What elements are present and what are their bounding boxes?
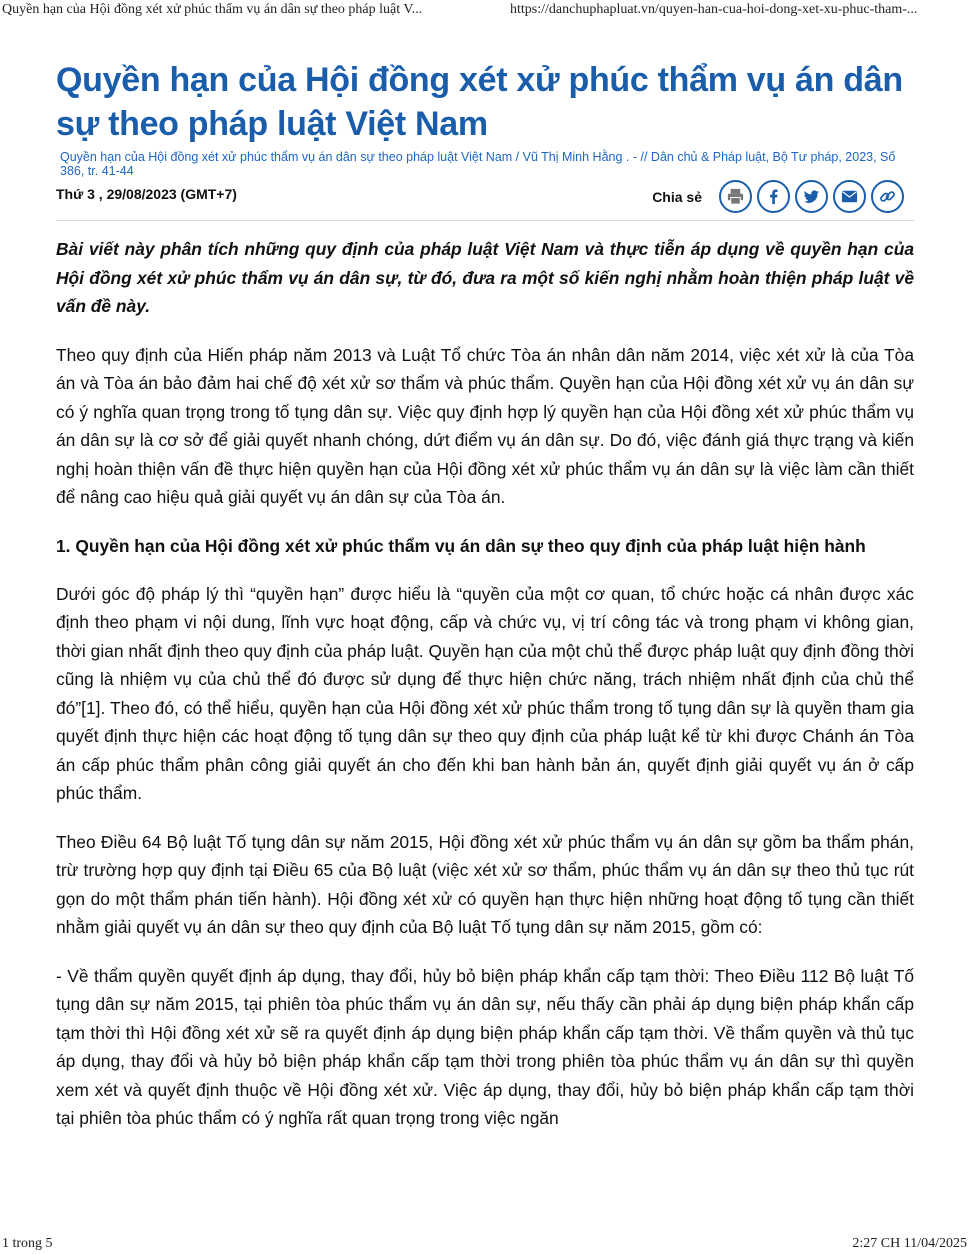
- print-header-url: https://danchuphapluat.vn/quyen-han-cua-hoi-dong-xet-xu-phuc-tham-...: [510, 2, 918, 17]
- facebook-icon: [764, 187, 783, 206]
- twitter-share-button[interactable]: [795, 180, 828, 213]
- link-icon: [878, 187, 897, 206]
- article-title: Quyền hạn của Hội đồng xét xử phúc thẩm vụ án dân sự theo pháp luật Việt Nam: [56, 61, 903, 143]
- paragraph: - Về thẩm quyền quyết định áp dụng, thay đổi, hủy bỏ biện pháp khẩn cấp tạm thời: Theo Điều 112 Bộ luật Tố tụng dân sự năm 2015, tại phiên tòa phúc thẩm vụ án dân sự, nếu thấy cần phải áp dụng biện pháp khẩn cấp tạm thời thì Hội đồng xét xử sẽ ra quyết định áp dụng biện pháp khẩn cấp tạm thời. Về thẩm quyền và thủ tục áp dụng, thay đổi và hủy bỏ biện pháp khẩn cấp tạm thời trong phiên tòa phúc thẩm vụ án dân sự thì quyền xem xét và quyết định thuộc về Hội đồng xét xử. Việc áp dụng, thay đổi, hủy bỏ biện pháp khẩn cấp tạm thời tại phiên tòa phúc thẩm có ý nghĩa rất quan trọng trong việc ngăn: [56, 965, 914, 1128]
- article: [56, 58, 914, 1153]
- print-footer: [0, 1236, 969, 1254]
- share-bar: [652, 180, 904, 213]
- page-counter: 1 trong 5: [2, 1236, 53, 1251]
- paragraph: Theo Điều 64 Bộ luật Tố tụng dân sự năm 2015, Hội đồng xét xử phúc thẩm vụ án dân sự gồm ba thẩm phán, trừ trường hợp quy định tại Điều 65 của Bộ luật (việc xét xử sơ thẩm, phúc thẩm vụ án dân sự theo thủ tục rút gọn do một thẩm phán tiến hành). Hội đồng xét xử có quyền hạn thực hiện những hoạt động tố tụng cần thiết nhằm giải quyết vụ án dân sự theo quy định của Bộ luật Tố tụng dân sự năm 2015, gồm có:: [56, 831, 914, 937]
- print-header-title: Quyền hạn của Hội đồng xét xử phúc thẩm vụ án dân sự theo pháp luật V...: [2, 2, 423, 17]
- facebook-share-button[interactable]: [757, 180, 790, 213]
- print-icon: [726, 187, 745, 206]
- email-share-button[interactable]: [833, 180, 866, 213]
- email-icon: [840, 187, 859, 206]
- print-header: [0, 2, 969, 20]
- article-lead: Bài viết này phân tích những quy định của pháp luật Việt Nam và thực tiễn áp dụng về quyền hạn của Hội đồng xét xử phúc thẩm vụ án dân sự, từ đó, đưa ra một số kiến nghị nhằm hoàn thiện pháp luật về vấn đề này.: [56, 239, 914, 316]
- meta-row: [56, 180, 914, 221]
- share-label: Chia sẻ: [652, 188, 702, 205]
- print-timestamp: 2:27 CH 11/04/2025: [852, 1236, 967, 1251]
- section-heading: 1. Quyền hạn của Hội đồng xét xử phúc thẩm vụ án dân sự theo quy định của pháp luật hiện hành: [56, 535, 866, 556]
- publish-date: Thứ 3 , 29/08/2023 (GMT+7): [56, 186, 237, 202]
- paragraph: Dưới góc độ pháp lý thì “quyền hạn” được hiểu là “quyền của một cơ quan, tổ chức hoặc cá nhân được xác định theo phạm vi nội dung, lĩnh vực hoạt động, cấp và chức vụ, vị trí công tác và trong phạm vi không gian, thời gian nhất định theo quy định của pháp luật. Quyền hạn của một chủ thể được pháp luật quy định đồng thời cũng là nhiệm vụ của chủ thể đó được sử dụng để thực hiện chức năng, trách nhiệm nhất định của chủ thể đó”[1]. Theo đó, có thể hiểu, quyền hạn của Hội đồng xét xử phúc thẩm trong tố tụng dân sự là quyền tham gia quyết định thực hiện các hoạt động tố tụng dân sự theo quy định của pháp luật kể từ khi được Chánh án Tòa án cấp phúc thẩm phân công giải quyết án cho đến khi ban hành bản án, quyết định giải quyết vụ án ở cấp phúc thẩm.: [56, 583, 914, 803]
- print-button[interactable]: [719, 180, 752, 213]
- article-source-link[interactable]: Quyền hạn của Hội đồng xét xử phúc thẩm vụ án dân sự theo pháp luật Việt Nam / Vũ Thị Minh Hằng . - // Dân chủ & Pháp luật, Bộ Tư pháp, 2023, Số 386, tr. 41-44: [60, 150, 896, 178]
- twitter-icon: [802, 187, 821, 206]
- copy-link-button[interactable]: [871, 180, 904, 213]
- article-body: [56, 235, 914, 1133]
- paragraph: Theo quy định của Hiến pháp năm 2013 và Luật Tổ chức Tòa án nhân dân năm 2014, việc xét xử là của Tòa án và Tòa án bảo đảm hai chế độ xét xử sơ thẩm và phúc thẩm. Quyền hạn của Hội đồng xét xử vụ án dân sự có ý nghĩa quan trọng trong tố tụng dân sự. Việc quy định hợp lý quyền hạn của Hội đồng xét xử phúc thẩm vụ án dân sự là cơ sở để giải quyết nhanh chóng, dứt điểm vụ án dân sự. Do đó, việc đánh giá thực trạng và kiến nghị hoàn thiện vấn đề thực hiện quyền hạn của Hội đồng xét xử phúc thẩm vụ án dân sự là việc làm cần thiết để nâng cao hiệu quả giải quyết vụ án dân sự của Tòa án.: [56, 344, 914, 507]
